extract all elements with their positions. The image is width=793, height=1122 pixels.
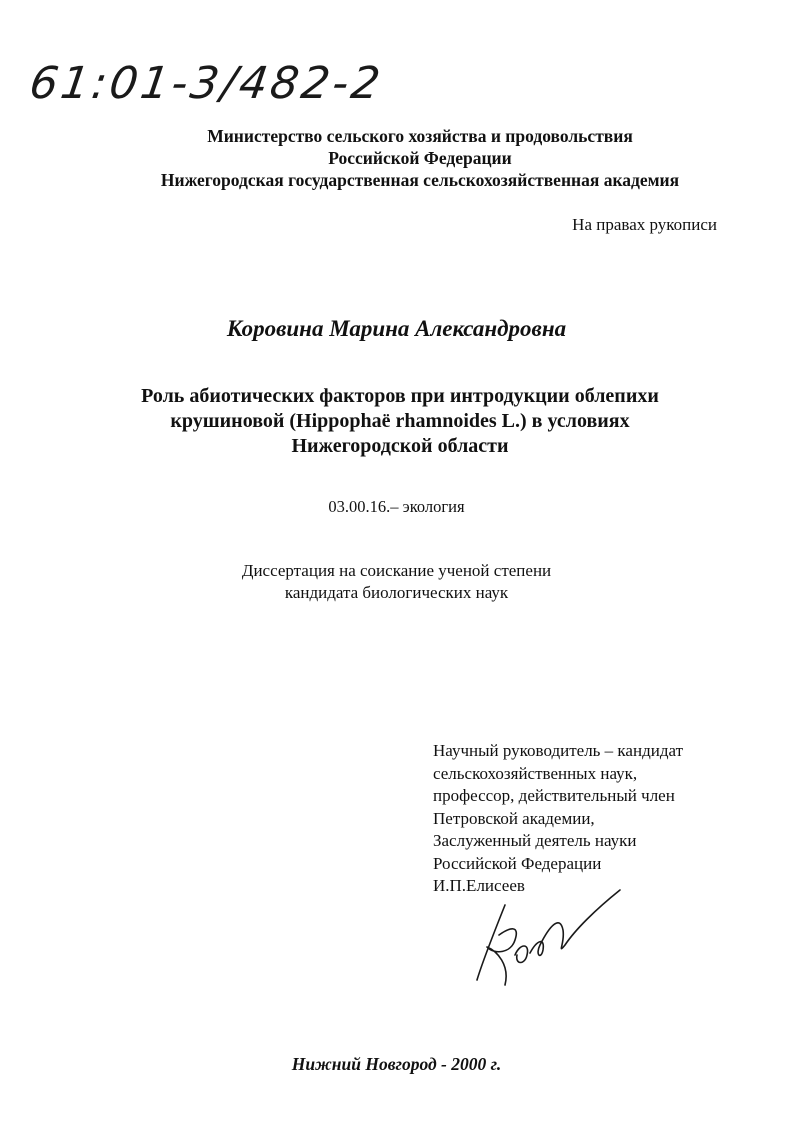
supervisor-line: сельскохозяйственных наук, xyxy=(433,763,638,783)
supervisor-line: Заслуженный деятель науки xyxy=(433,831,637,850)
title-line-2: крушиновой (Hippophaë rhamnoides L.) в условиях xyxy=(170,410,630,432)
supervisor-block xyxy=(433,740,683,898)
author-name: Коровина Марина Александровна xyxy=(226,316,567,341)
supervisor-line: Научный руководитель – кандидат xyxy=(433,741,684,760)
supervisor-name: И.П.Елисеев xyxy=(433,876,525,895)
dissertation-title xyxy=(80,384,720,459)
title-line-3: Нижегородской области xyxy=(291,435,509,457)
degree-statement xyxy=(0,560,793,604)
ministry-line-1: Министерство сельского хозяйства и продовольствия xyxy=(207,126,633,146)
specialty-code: 03.00.16.– экология xyxy=(328,497,465,516)
supervisor-line: профессор, действительный член xyxy=(433,786,675,805)
manuscript-note: На правах рукописи xyxy=(572,215,717,234)
archive-code-handwritten: 61:01-3/482-2 xyxy=(26,58,386,109)
supervisor-line: Петровской академии, xyxy=(433,808,595,828)
supervisor-line: Российской Федерации xyxy=(433,853,602,873)
degree-line-2: кандидата биологических наук xyxy=(284,583,509,602)
ministry-line-2: Российской Федерации xyxy=(328,148,512,168)
city-and-year: Нижний Новгород - 2000 г. xyxy=(291,1054,502,1074)
author-signature xyxy=(465,885,625,990)
degree-line-1: Диссертация на соискание ученой степени xyxy=(241,561,552,580)
ministry-header xyxy=(100,125,740,191)
ministry-line-3: Нижегородская государственная сельскохозяйственная академия xyxy=(160,170,680,190)
title-line-1: Роль абиотических факторов при интродукции облепихи xyxy=(141,385,659,407)
